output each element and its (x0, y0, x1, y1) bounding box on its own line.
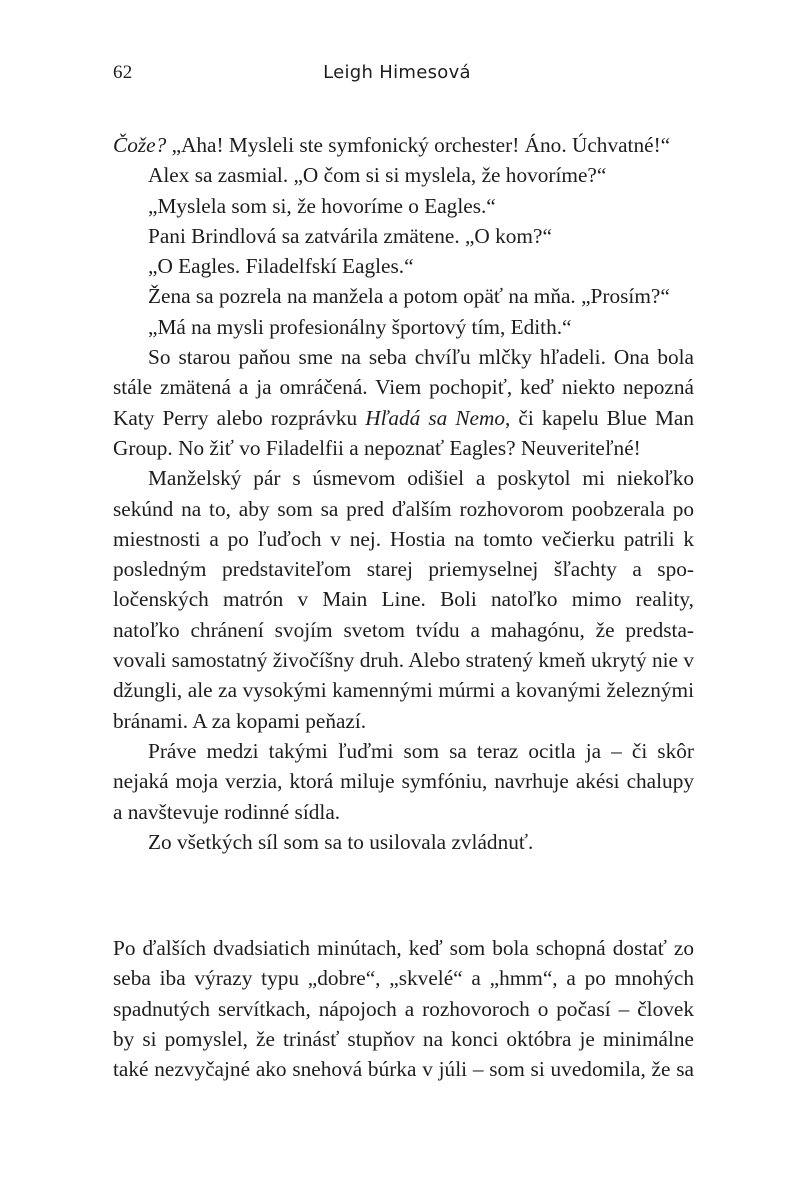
paragraph-text: Alex sa zasmial. „O čom si si myslela, že hovoríme?“ (148, 163, 607, 188)
paragraph (113, 130, 694, 160)
paragraph-text-italic: Hľadá sa Nemo (365, 405, 506, 430)
paragraph (113, 160, 694, 190)
running-head-author: Leigh Himesová (323, 62, 471, 83)
page-number: 62 (113, 62, 133, 83)
paragraph (113, 933, 694, 1084)
body-text-section-1 (113, 130, 694, 857)
paragraph-text: So starou paňou sme na seba chvíľu mlčky hľadeli. Ona bola stále zmätená a ja omráčená. Viem pochopiť, keď niekto nepozná Katy Perry alebo rozprávku (113, 345, 694, 430)
paragraph (113, 191, 694, 221)
paragraph-text: „Myslela som si, že hovoríme o Eagles.“ (148, 193, 496, 218)
paragraph-text: Práve medzi takými ľuďmi som sa teraz ocitla ja – či skôr nejaká moja verzia, ktorá miluje symfóniu, navrhuje akési chalupy a navštevuje rodinné sídla. (113, 738, 694, 824)
running-header (0, 62, 794, 88)
body-text-section-2 (113, 933, 694, 1084)
paragraph-text: Po ďalších dvadsiatich minútach, keď som bola schopná dostať zo seba iba výrazy typu „dobre“, „skvelé“ a „hmm“, a po mnohých spadnutých servítkach, nápojoch a rozhovoroch o počasí – človek by si pomyslel, že trinásť stupňov na konci októbra je minimálne také nezvyčajné ako snehová búrka v júli – som si uvedomila, že sa (113, 936, 694, 1082)
paragraph (113, 342, 694, 463)
paragraph-text: „Má na mysli profesionálny športový tím, Edith.“ (148, 314, 572, 339)
paragraph (113, 736, 694, 827)
paragraph (113, 463, 694, 736)
paragraph (113, 281, 694, 311)
paragraph-text-italic: Čože? (113, 133, 167, 157)
paragraph-text: Pani Brindlová sa zatvárila zmätene. „O kom?“ (148, 223, 552, 248)
paragraph-text: „O Eagles. Filadelfskí Eagles.“ (148, 254, 414, 279)
paragraph-text: Zo všetkých síl som sa to usilovala zvládnuť. (148, 829, 534, 854)
paragraph-text: Žena sa pozrela na manžela a potom opäť na mňa. „Prosím?“ (148, 284, 670, 309)
paragraph-text: , či kapelu Blue Man Group. No žiť vo Filadelfii a nepoznať Eagles? Neuveriteľné! (113, 405, 694, 460)
paragraph (113, 251, 694, 281)
paragraph (113, 827, 694, 857)
paragraph-text: Manželský pár s úsmevom odišiel a poskytol mi niekoľko sekúnd na to, aby som sa pred ďalším rozhovorom poobzerala po miestnosti a po ľuďoch v nej. Hostia na tomto večierku patrili k posledným predstaviteľom starej priemyselnej šľachty a spoločenských matrón v Main Line. Boli natoľko mimo reality, natoľko chránení svojím svetom tvídu a mahagónu, že predstavovali samostatný živočíšny druh. Alebo stratený kmeň ukrytý nie v džungli, ale za vysokými kamennými múrmi a kovanými železnými bránami. A za kopami peňazí. (113, 466, 694, 733)
paragraph-text: „Aha! Mysleli ste symfonický orchester! Áno. Úchvatné!“ (166, 133, 671, 157)
paragraph (113, 221, 694, 251)
paragraph (113, 312, 694, 342)
